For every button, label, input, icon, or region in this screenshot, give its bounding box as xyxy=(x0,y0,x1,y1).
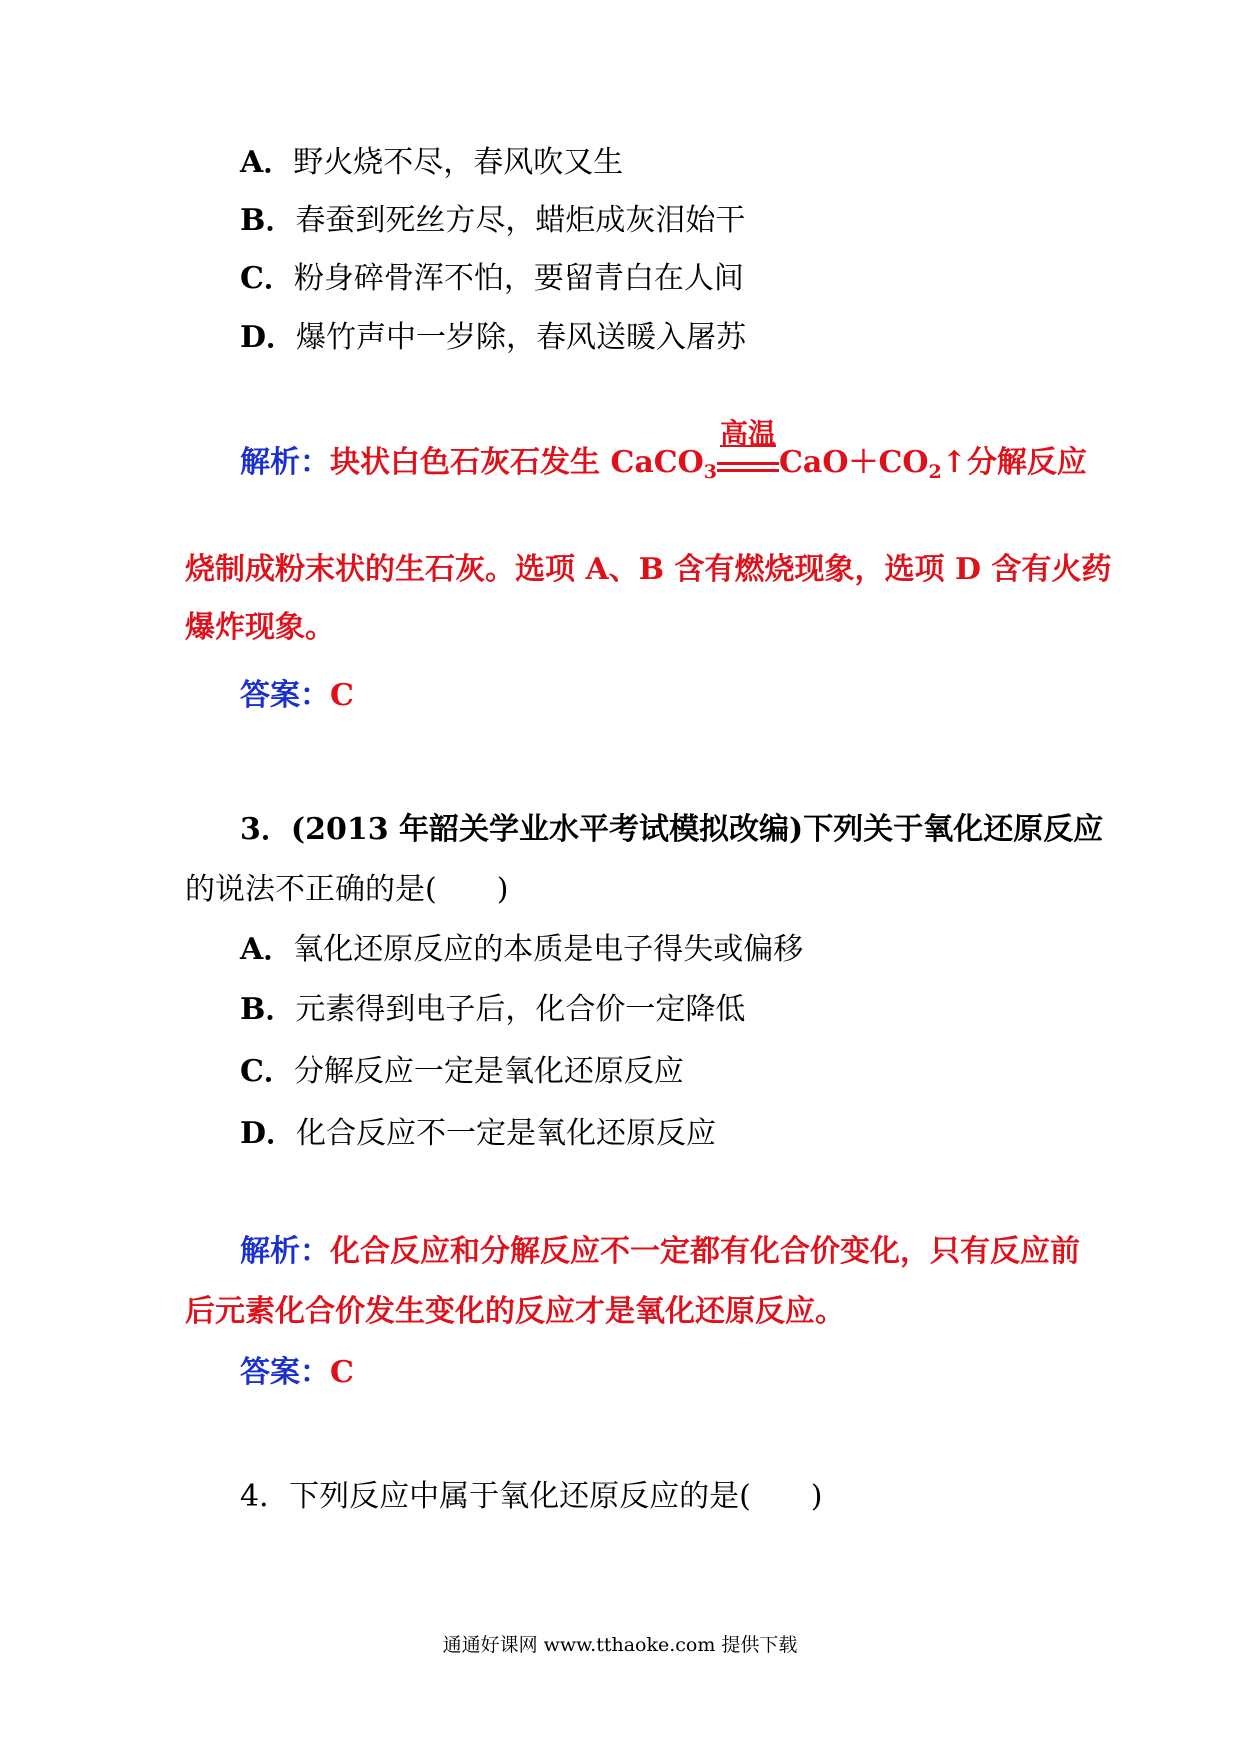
option-letter: A． xyxy=(240,932,294,967)
answer-label: 答案： xyxy=(240,678,330,713)
equals-sign xyxy=(717,462,779,472)
q2-analysis-line-2: 烧制成粉末状的生石灰。选项 A、B 含有燃烧现象，选项 D 含有火药 xyxy=(185,552,1112,587)
option-letter: C． xyxy=(240,261,294,296)
option-letter: A． xyxy=(240,145,294,180)
analysis-text-a: 块状白色石灰石发生 CaCO xyxy=(330,445,704,480)
option-letter: C． xyxy=(240,1054,294,1089)
q3-option-d xyxy=(240,1114,716,1154)
option-letter: B． xyxy=(240,992,296,1027)
analysis-text-c: ↑分解反应 xyxy=(941,445,1087,480)
option-text: 分解反应一定是氧化还原反应 xyxy=(293,1054,684,1089)
analysis-text: 化合反应和分解反应不一定都有化合价变化，只有反应前 xyxy=(330,1234,1080,1269)
q3-option-b xyxy=(240,990,745,1030)
analysis-label: 解析： xyxy=(240,1234,330,1269)
option-text: 爆竹声中一岁除，春风送暖入屠苏 xyxy=(296,320,747,355)
reaction-condition xyxy=(717,417,779,483)
q2-option-a xyxy=(240,143,623,183)
q2-option-b xyxy=(240,201,745,241)
option-letter: D． xyxy=(240,1116,297,1151)
option-text: 元素得到电子后，化合价一定降低 xyxy=(295,992,746,1027)
option-text: 春蚕到死丝方尽，蜡炬成灰泪始干 xyxy=(295,203,746,238)
analysis-label: 解析： xyxy=(240,445,330,480)
q3-answer xyxy=(240,1353,354,1393)
condition-text: 高温 xyxy=(720,417,777,450)
option-letter: D． xyxy=(240,320,297,355)
q2-analysis-line-3: 爆炸现象。 xyxy=(185,610,335,645)
q3-stem-line-1 xyxy=(240,810,1103,850)
q3-stem-text: 3．(2013 年韶关学业水平考试模拟改编)下列关于氧化还原反应 xyxy=(240,812,1104,847)
answer-value: C xyxy=(330,1355,354,1390)
q2-option-d xyxy=(240,318,746,358)
option-letter: B． xyxy=(240,203,296,238)
subscript-2: 2 xyxy=(928,461,942,483)
q3-option-c xyxy=(240,1052,684,1092)
footer-credit: 通通好课网 www.tthaoke.com 提供下载 xyxy=(442,1634,798,1656)
q3-analysis-line-1 xyxy=(240,1232,1080,1272)
q3-stem-line-2: 的说法不正确的是( ) xyxy=(185,872,509,907)
answer-value: C xyxy=(330,678,354,713)
answer-label: 答案： xyxy=(240,1355,330,1390)
option-text: 氧化还原反应的本质是电子得失或偏移 xyxy=(293,932,804,967)
option-text: 粉身碎骨浑不怕，要留青白在人间 xyxy=(293,261,744,296)
q3-analysis-line-2: 后元素化合价发生变化的反应才是氧化还原反应。 xyxy=(185,1294,845,1329)
q2-analysis-line-1 xyxy=(240,417,1087,492)
analysis-text xyxy=(330,417,1087,483)
q2-option-c xyxy=(240,259,744,299)
q4-stem: 4．下列反应中属于氧化还原反应的是( ) xyxy=(240,1479,823,1514)
q2-answer xyxy=(240,676,354,716)
option-text: 化合反应不一定是氧化还原反应 xyxy=(296,1116,717,1151)
subscript-3: 3 xyxy=(703,461,718,483)
option-text: 野火烧不尽，春风吹又生 xyxy=(293,145,624,180)
q3-option-a xyxy=(240,930,803,970)
analysis-text-b: CaO＋CO xyxy=(779,445,929,480)
